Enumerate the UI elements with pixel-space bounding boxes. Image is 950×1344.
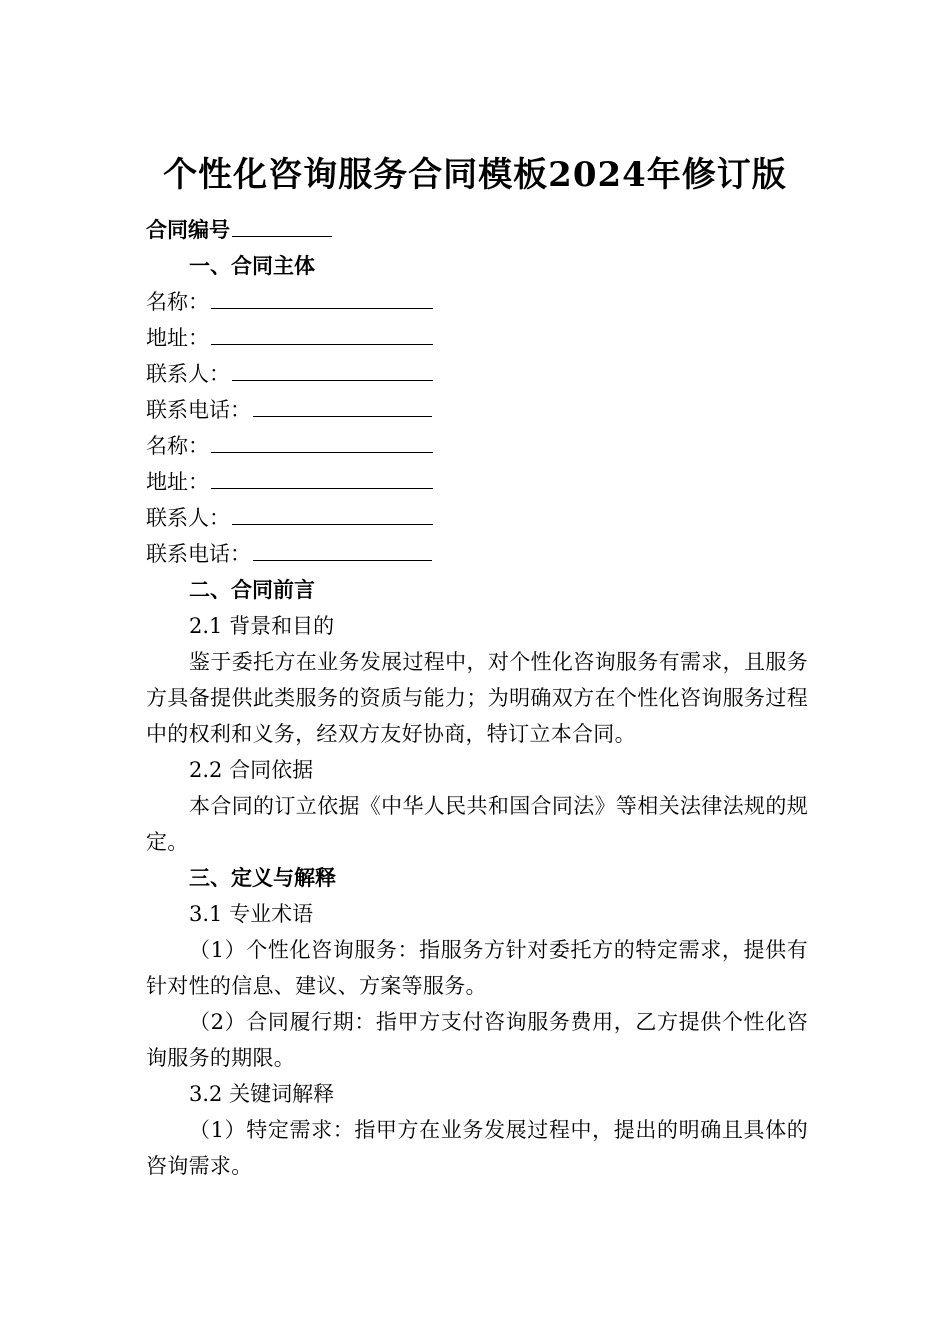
section-2-2-text: 本合同的订立依据《中华人民共和国合同法》等相关法律法规的规定。 — [146, 794, 808, 854]
party-a-name-blank[interactable] — [211, 286, 433, 309]
party-a-phone-blank[interactable] — [253, 394, 432, 417]
party-a-phone-row — [146, 392, 808, 428]
party-a-address-blank[interactable] — [211, 322, 433, 345]
section-3-1-title: 3.1 专业术语 — [189, 902, 314, 926]
party-a-name-row — [146, 284, 808, 320]
party-b-address-blank[interactable] — [211, 466, 433, 489]
party-b-address-label: 地址： — [146, 470, 209, 494]
party-b-name-label: 名称： — [146, 434, 209, 458]
party-a-contact-label: 联系人： — [146, 362, 230, 386]
party-b-name-blank[interactable] — [211, 430, 433, 453]
party-b-phone-blank[interactable] — [253, 538, 432, 561]
contract-number-label: 合同编号 — [146, 217, 230, 242]
contract-number-blank[interactable] — [232, 214, 332, 237]
party-a-name-label: 名称： — [146, 290, 209, 314]
party-a-address-label: 地址： — [146, 326, 209, 350]
section-3-1-item-1: （1）个性化咨询服务：指服务方针对委托方的特定需求，提供有针对性的信息、建议、方案等服务。 — [146, 938, 808, 998]
party-a-phone-label: 联系电话： — [146, 398, 251, 422]
section-3-2-item-1: （1）特定需求：指甲方在业务发展过程中，提出的明确且具体的咨询需求。 — [146, 1118, 808, 1178]
party-b-phone-label: 联系电话： — [146, 542, 251, 566]
document-title: 个性化咨询服务合同模板2024年修订版 — [163, 155, 787, 195]
party-a-contact-row — [146, 356, 808, 392]
party-b-address-row — [146, 464, 808, 500]
section-3-1-item-2: （2）合同履行期：指甲方支付咨询服务费用，乙方提供个性化咨询服务的期限。 — [146, 1010, 808, 1070]
section-2-1-text: 鉴于委托方在业务发展过程中，对个性化咨询服务有需求，且服务方具备提供此类服务的资质与能力；为明确双方在个性化咨询服务过程中的权利和义务，经双方友好协商，特订立本合同。 — [146, 650, 808, 746]
section-2-heading: 二、合同前言 — [189, 577, 315, 602]
section-3-2-title: 3.2 关键词解释 — [189, 1082, 335, 1106]
party-b-phone-row — [146, 536, 808, 572]
party-b-contact-label: 联系人： — [146, 506, 230, 530]
party-b-contact-row — [146, 500, 808, 536]
section-1-heading: 一、合同主体 — [189, 253, 315, 278]
section-2-1-title: 2.1 背景和目的 — [189, 614, 335, 638]
party-a-address-row — [146, 320, 808, 356]
contract-number-row — [146, 212, 808, 248]
party-b-contact-blank[interactable] — [232, 502, 433, 525]
section-2-2-title: 2.2 合同依据 — [189, 758, 314, 782]
document-body — [146, 212, 808, 1184]
section-3-heading: 三、定义与解释 — [189, 865, 336, 890]
party-a-contact-blank[interactable] — [232, 358, 433, 381]
party-b-name-row — [146, 428, 808, 464]
